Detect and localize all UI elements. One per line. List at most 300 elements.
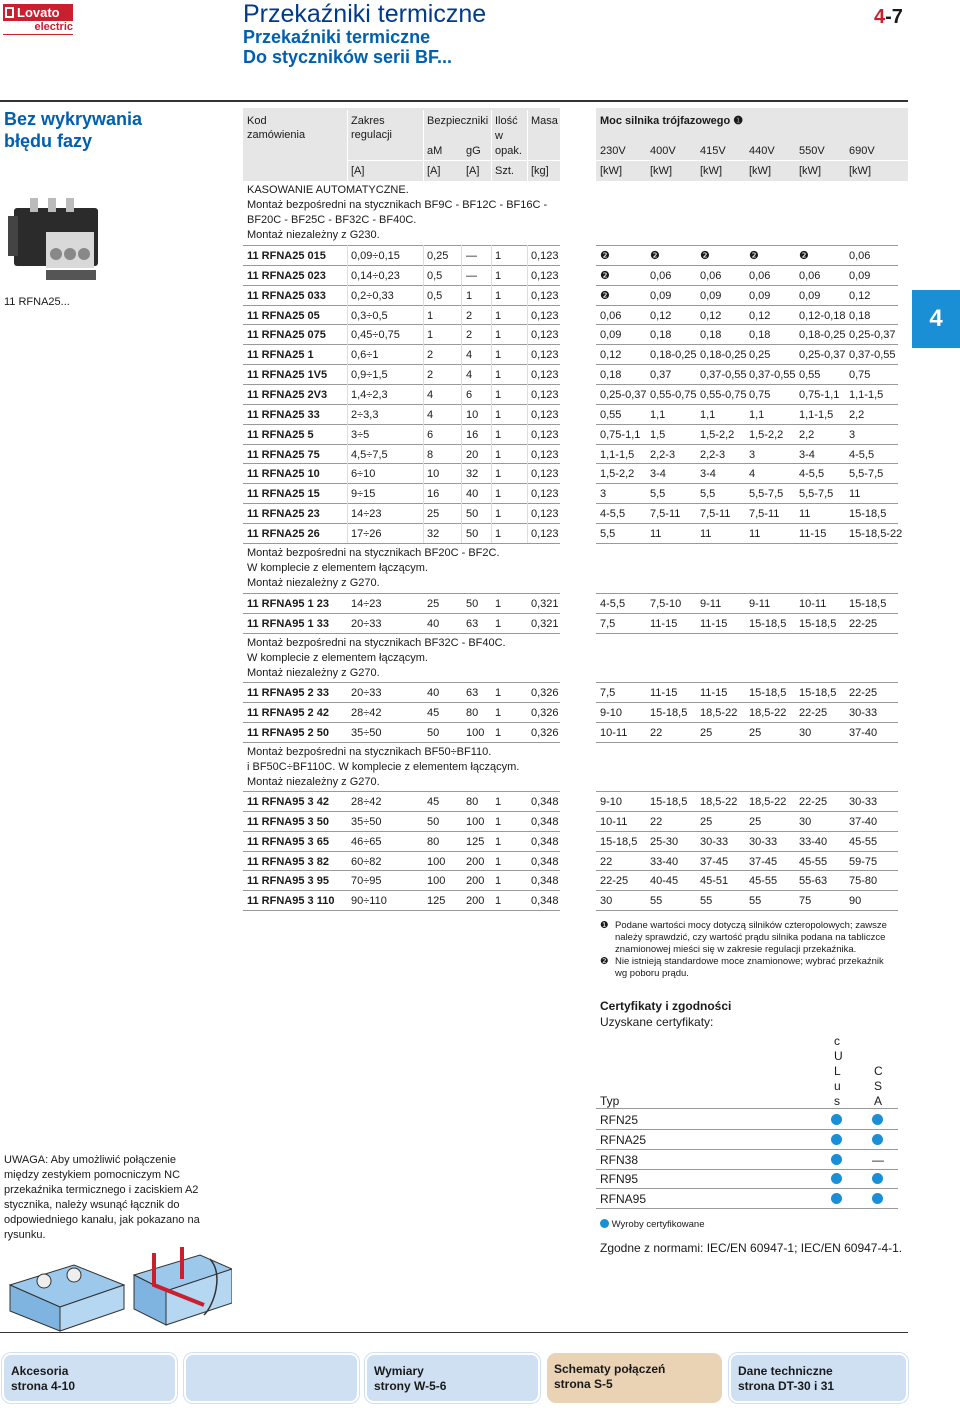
order-code-cell: 11 RFNA25 33 <box>247 408 320 421</box>
hdr-kw: [kW] <box>849 165 871 177</box>
power-400v-cell: 33-40 <box>650 855 679 868</box>
page-title: Przekaźniki termiczne <box>243 0 487 28</box>
lovato-logo <box>3 4 73 34</box>
pack-qty-cell: 1 <box>495 369 502 382</box>
fuse-gg-cell: 50 <box>466 527 479 540</box>
power-230v-cell: 0,18 <box>600 369 622 382</box>
power-550v-cell: 2,2 <box>799 428 815 441</box>
power-440v-cell: ❷ <box>749 250 759 262</box>
fuse-am-cell: 40 <box>427 617 440 630</box>
pack-qty-cell: 1 <box>495 835 502 848</box>
mass-cell: 0,326 <box>531 687 559 699</box>
hdr-am: aM <box>427 145 443 157</box>
power-230v-cell: 22-25 <box>600 875 629 888</box>
cert-mark-icon <box>831 1154 842 1165</box>
fuse-gg-cell: 200 <box>466 895 485 908</box>
power-400v-cell: 1,5 <box>650 428 666 441</box>
mass-cell: 0,123 <box>531 309 559 322</box>
power-230v-cell: 4-5,5 <box>600 598 626 610</box>
mounting-illustration <box>4 1245 232 1333</box>
power-550v-cell: 15-18,5 <box>799 617 837 630</box>
cert-mark-icon <box>831 1193 842 1204</box>
row-divider <box>243 463 560 464</box>
order-code-cell: 11 RFNA25 015 <box>247 250 326 262</box>
row-divider <box>243 523 560 524</box>
power-440v-cell: 0,09 <box>749 289 771 302</box>
power-400v-cell: 22 <box>650 726 663 739</box>
pack-qty-cell: 1 <box>495 269 502 282</box>
row-divider <box>596 265 898 266</box>
fuse-am-cell: 100 <box>427 855 446 868</box>
mass-cell: 0,123 <box>531 329 559 342</box>
fuse-gg-cell: 125 <box>466 835 485 848</box>
row-divider <box>596 870 898 871</box>
row-divider <box>243 791 560 792</box>
fuse-gg-cell: 16 <box>466 428 479 441</box>
hdr-unit-kg: [kg] <box>531 165 549 177</box>
cert-type: RFN25 <box>600 1113 639 1127</box>
row-divider <box>596 702 898 703</box>
mass-cell: 0,123 <box>531 369 559 382</box>
power-415v-cell: 7,5-11 <box>700 508 731 521</box>
fuse-am-cell: 25 <box>427 598 440 610</box>
row-divider <box>596 245 898 246</box>
mass-cell: 0,123 <box>531 408 559 421</box>
fuse-am-cell: 50 <box>427 726 440 739</box>
pack-qty-cell: 1 <box>495 598 502 610</box>
row-divider <box>243 245 560 246</box>
setting-range-cell: 1,4÷2,3 <box>351 388 388 401</box>
power-400v-cell: 0,06 <box>650 269 672 282</box>
power-230v-cell: 15-18,5 <box>600 835 638 848</box>
fuse-am-cell: 25 <box>427 508 440 521</box>
pack-qty-cell: 1 <box>495 875 502 888</box>
cert-culus-letter: u <box>834 1079 841 1093</box>
cert-culus-letter: s <box>834 1094 840 1108</box>
mass-cell: 0,348 <box>531 835 559 848</box>
pack-qty-cell: 1 <box>495 329 502 342</box>
power-440v-cell: 37-45 <box>749 855 778 868</box>
fuse-gg-cell: 2 <box>466 309 473 322</box>
power-415v-cell: 11-15 <box>700 687 728 699</box>
power-690v-cell: 0,06 <box>849 250 871 262</box>
order-code-cell: 11 RFNA25 23 <box>247 508 320 521</box>
mass-cell: 0,123 <box>531 488 559 501</box>
power-415v-cell: 11 <box>700 527 712 540</box>
power-550v-cell: 15-18,5 <box>799 687 837 699</box>
power-550v-cell: 10-11 <box>799 598 827 610</box>
hdr-gg: gG <box>466 145 481 157</box>
fuse-am-cell: 32 <box>427 527 440 540</box>
setting-range-cell: 90÷110 <box>351 895 387 908</box>
fuse-gg-cell: 80 <box>466 796 479 808</box>
hdr-unit-a2: [A] <box>427 165 441 177</box>
group-note: Montaż bezpośredni na stycznikach BF9C - BF12C - BF16C - <box>247 199 548 211</box>
power-440v-cell: 0,37-0,55 <box>749 369 796 382</box>
power-550v-cell: 55-63 <box>799 875 828 888</box>
power-230v-cell: 22 <box>600 855 613 868</box>
row-divider <box>243 503 560 504</box>
setting-range-cell: 6÷10 <box>351 468 376 481</box>
power-690v-cell: 59-75 <box>849 855 878 868</box>
power-550v-cell: 33-40 <box>799 835 828 848</box>
header-divider <box>0 100 908 102</box>
mass-cell: 0,123 <box>531 468 559 481</box>
power-440v-cell: 30-33 <box>749 835 778 848</box>
row-divider <box>596 722 898 723</box>
power-690v-cell: 22-25 <box>849 687 878 699</box>
power-415v-cell: 18,5-22 <box>700 796 738 808</box>
fuse-am-cell: 125 <box>427 895 446 908</box>
row-divider <box>596 503 898 504</box>
footnote-1-line: znamionowej mieści się w zakresie regulacji przekaźnika. <box>615 944 857 955</box>
power-550v-cell: 30 <box>799 726 812 739</box>
fuse-am-cell: 0,25 <box>427 250 449 262</box>
row-divider <box>243 285 560 286</box>
pack-qty-cell: 1 <box>495 448 502 461</box>
power-230v-cell: ❷ <box>600 269 610 282</box>
power-415v-cell: 3-4 <box>700 468 716 481</box>
power-230v-cell: 0,75-1,1 <box>600 428 641 441</box>
hdr-bezpieczniki: Bezpieczniki <box>427 115 489 127</box>
power-550v-cell: ❷ <box>799 250 809 262</box>
fuse-gg-cell: 2 <box>466 329 473 342</box>
cert-type: RFNA25 <box>600 1132 647 1147</box>
hdr-v415: 415V <box>700 145 726 157</box>
power-440v-cell: 25 <box>749 815 762 828</box>
setting-range-cell: 0,09÷0,15 <box>351 250 400 262</box>
mass-cell: 0,321 <box>531 617 559 630</box>
row-divider <box>596 424 898 425</box>
power-690v-cell: 90 <box>849 895 862 908</box>
pack-qty-cell: 1 <box>495 895 502 908</box>
row-divider <box>596 523 898 524</box>
fuse-am-cell: 80 <box>427 835 440 848</box>
row-divider <box>596 811 898 812</box>
power-440v-cell: 5,5-7,5 <box>749 488 784 501</box>
power-400v-cell: 0,37 <box>650 369 672 382</box>
row-divider <box>243 890 560 891</box>
footnote-2-line: Nie istnieją standardowe moce znamionowe; wybrać przekaźnik <box>615 956 884 967</box>
order-code-cell: 11 RFNA95 2 42 <box>247 706 329 719</box>
hdr-v440: 440V <box>749 145 775 157</box>
pack-qty-cell: 1 <box>495 468 502 481</box>
power-690v-cell: 5,5-7,5 <box>849 468 884 481</box>
power-415v-cell: 0,12 <box>700 309 722 322</box>
power-690v-cell: 15-18,5 <box>849 598 887 610</box>
power-230v-cell: 30 <box>600 895 613 908</box>
pack-qty-cell: 1 <box>495 855 502 868</box>
hdr-v550: 550V <box>799 145 825 157</box>
cert-mark-icon <box>831 1173 842 1184</box>
order-code-cell: 11 RFNA25 05 <box>247 309 320 322</box>
cert-type: RFNA95 <box>600 1192 647 1207</box>
row-divider <box>243 305 560 306</box>
mass-cell: 0,123 <box>531 250 559 262</box>
pack-qty-cell: 1 <box>495 726 502 739</box>
hdr-v230: 230V <box>600 145 626 157</box>
row-divider <box>596 444 898 445</box>
row-divider <box>243 404 560 405</box>
power-550v-cell: 0,09 <box>799 289 821 302</box>
order-code-cell: 11 RFNA95 2 33 <box>247 687 329 699</box>
power-400v-cell: 0,09 <box>650 289 672 302</box>
row-divider <box>243 424 560 425</box>
power-690v-cell: 37-40 <box>849 815 878 828</box>
mass-cell: 0,326 <box>531 706 559 719</box>
row-divider <box>243 483 560 484</box>
mass-cell: 0,123 <box>531 527 559 540</box>
mass-cell: 0,348 <box>531 875 559 888</box>
power-690v-cell: 30-33 <box>849 706 878 719</box>
order-code-cell: 11 RFNA25 1 <box>247 349 314 362</box>
footer-link-empty[interactable] <box>184 1353 359 1403</box>
group-note: Montaż bezpośredni na stycznikach BF32C - BF40C. <box>247 637 506 649</box>
mass-cell: 0,123 <box>531 289 559 302</box>
order-code-cell: 11 RFNA25 2V3 <box>247 388 328 401</box>
setting-range-cell: 0,6÷1 <box>351 349 379 362</box>
order-code-cell: 11 RFNA25 023 <box>247 269 326 282</box>
power-400v-cell: 15-18,5 <box>650 706 688 719</box>
fuse-gg-cell: 4 <box>466 369 473 382</box>
row-divider <box>243 364 560 365</box>
row-divider <box>596 384 898 385</box>
pack-qty-cell: 1 <box>495 508 502 521</box>
power-550v-cell: 22-25 <box>799 706 828 719</box>
fuse-am-cell: 2 <box>427 349 434 362</box>
cert-csa-letter: C <box>874 1064 883 1078</box>
order-code-cell: 11 RFNA25 75 <box>247 448 320 461</box>
power-690v-cell: 0,09 <box>849 269 871 282</box>
row-divider <box>596 463 898 464</box>
power-550v-cell: 11 <box>799 508 811 521</box>
cert-mark-icon <box>872 1193 883 1204</box>
fuse-gg-cell: 63 <box>466 687 479 699</box>
setting-range-cell: 4,5÷7,5 <box>351 448 388 461</box>
order-code-cell: 11 RFNA25 10 <box>247 468 320 481</box>
hdr-kw: [kW] <box>650 165 672 177</box>
power-400v-cell: 7,5-10 <box>650 598 682 610</box>
hdr-kw: [kW] <box>799 165 821 177</box>
power-400v-cell: 15-18,5 <box>650 796 688 808</box>
fuse-gg-cell: 1 <box>466 289 473 302</box>
power-440v-cell: 0,18 <box>749 329 771 342</box>
setting-range-cell: 0,14÷0,23 <box>351 269 400 282</box>
row-divider <box>596 324 898 325</box>
power-230v-cell: 0,55 <box>600 408 622 421</box>
mass-cell: 0,123 <box>531 508 559 521</box>
power-400v-cell: 0,18-0,25 <box>650 349 697 362</box>
row-divider <box>243 384 560 385</box>
row-divider <box>243 811 560 812</box>
power-690v-cell: 0,75 <box>849 369 871 382</box>
power-400v-cell: 2,2-3 <box>650 448 676 461</box>
fuse-am-cell: 0,5 <box>427 289 443 302</box>
row-divider <box>596 305 898 306</box>
mass-cell: 0,348 <box>531 855 559 868</box>
fuse-am-cell: 10 <box>427 468 440 481</box>
row-divider <box>596 890 898 891</box>
row-divider <box>596 483 898 484</box>
power-415v-cell: 18,5-22 <box>700 706 738 719</box>
mass-cell: 0,123 <box>531 269 559 282</box>
power-415v-cell: 11-15 <box>700 617 728 630</box>
row-divider <box>243 870 560 871</box>
mass-cell: 0,123 <box>531 448 559 461</box>
power-230v-cell: 0,12 <box>600 349 622 362</box>
mass-cell: 0,348 <box>531 895 559 908</box>
group-note: BF20C - BF25C - BF32C - BF40C. <box>247 214 417 226</box>
hdr-v690: 690V <box>849 145 875 157</box>
mass-cell: 0,326 <box>531 726 559 739</box>
power-550v-cell: 11-15 <box>799 527 827 540</box>
power-550v-cell: 75 <box>799 895 812 908</box>
order-code-cell: 11 RFNA95 3 95 <box>247 875 329 888</box>
power-230v-cell: 7,5 <box>600 687 616 699</box>
fuse-gg-cell: 20 <box>466 448 479 461</box>
cert-mark-icon <box>872 1134 883 1145</box>
power-690v-cell: 30-33 <box>849 796 878 808</box>
power-440v-cell: 15-18,5 <box>749 687 787 699</box>
mass-cell: 0,123 <box>531 428 559 441</box>
setting-range-cell: 20÷33 <box>351 617 382 630</box>
cert-type: RFN95 <box>600 1172 639 1187</box>
fuse-gg-cell: 200 <box>466 855 485 868</box>
power-400v-cell: 11 <box>650 527 662 540</box>
setting-range-cell: 17÷26 <box>351 527 382 540</box>
pack-qty-cell: 1 <box>495 349 502 362</box>
footer-link-dane-techniczne[interactable]: Dane techniczne strona DT-30 i 31 <box>729 1353 908 1403</box>
hdr-masa: Masa <box>531 115 558 127</box>
setting-range-cell: 2÷3,3 <box>351 408 379 421</box>
setting-range-cell: 0,45÷0,75 <box>351 329 400 342</box>
power-415v-cell: 55 <box>700 895 713 908</box>
mass-cell: 0,321 <box>531 598 559 610</box>
power-415v-cell: 0,55-0,75 <box>700 388 747 401</box>
footer-link-akcesoria[interactable]: Akcesoria strona 4-10 <box>2 1353 177 1403</box>
power-440v-cell: 9-11 <box>749 598 771 610</box>
group-note: i BF50C÷BF110C. W komplecie z elementem łączącym. <box>247 761 520 773</box>
footer-link-wymiary[interactable]: Wymiary strony W-5-6 <box>365 1353 540 1403</box>
row-divider <box>243 613 560 614</box>
setting-range-cell: 35÷50 <box>351 815 382 828</box>
power-690v-cell: 11 <box>849 488 861 501</box>
row-divider <box>243 265 560 266</box>
power-550v-cell: 1,1-1,5 <box>799 408 834 421</box>
cert-legend: Wyroby certyfikowane <box>600 1218 704 1232</box>
group-note: KASOWANIE AUTOMATYCZNE. <box>247 184 409 196</box>
setting-range-cell: 14÷23 <box>351 508 382 521</box>
power-440v-cell: 7,5-11 <box>749 508 780 521</box>
power-440v-cell: 1,5-2,2 <box>749 428 784 441</box>
power-550v-cell: 0,18-0,25 <box>799 329 846 342</box>
power-400v-cell: 40-45 <box>650 875 679 888</box>
footer-link-schematy[interactable]: Schematy połączeń strona S-5 <box>547 1353 722 1403</box>
hdr-regulacji: regulacji <box>351 129 392 141</box>
order-code-cell: 11 RFNA95 3 65 <box>247 835 329 848</box>
row-divider <box>243 682 560 683</box>
power-440v-cell: 0,12 <box>749 309 771 322</box>
hdr-kw: [kW] <box>600 165 622 177</box>
power-440v-cell: 18,5-22 <box>749 796 787 808</box>
hdr-ilosc: Ilość <box>495 115 518 127</box>
power-400v-cell: 25-30 <box>650 835 679 848</box>
power-440v-cell: 3 <box>749 448 756 461</box>
fuse-gg-cell: 100 <box>466 815 485 828</box>
power-400v-cell: 0,55-0,75 <box>650 388 697 401</box>
hdr-unit-a1: [A] <box>351 165 365 177</box>
cert-title: Certyfikaty i zgodności <box>600 999 732 1013</box>
power-230v-cell: 10-11 <box>600 726 628 739</box>
setting-range-cell: 3÷5 <box>351 428 370 441</box>
fuse-am-cell: 1 <box>427 329 434 342</box>
fuse-gg-cell: 80 <box>466 706 479 719</box>
cert-mark-icon <box>831 1134 842 1145</box>
order-code-cell: 11 RFNA25 15 <box>247 488 320 501</box>
power-415v-cell: 0,18-0,25 <box>700 349 747 362</box>
order-code-cell: 11 RFNA25 26 <box>247 527 320 540</box>
power-230v-cell: 4-5,5 <box>600 508 626 521</box>
fuse-am-cell: 0,5 <box>427 269 443 282</box>
product-code-label: 11 RFNA25... <box>4 296 70 308</box>
power-415v-cell: 0,06 <box>700 269 722 282</box>
cert-norms: Zgodne z normami: IEC/EN 60947-1; IEC/EN 60947-4-1. <box>600 1241 903 1255</box>
power-690v-cell: 75-80 <box>849 875 878 888</box>
mass-cell: 0,348 <box>531 815 559 828</box>
logo-subtext: electric <box>3 21 73 35</box>
row-divider <box>596 593 898 594</box>
group-note: Montaż niezależny z G270. <box>247 667 380 679</box>
power-440v-cell: 18,5-22 <box>749 706 787 719</box>
power-690v-cell: 0,25-0,37 <box>849 329 896 342</box>
group-note: Montaż niezależny z G270. <box>247 577 380 589</box>
power-690v-cell: 2,2 <box>849 408 865 421</box>
order-code-cell: 11 RFNA95 2 50 <box>247 726 329 739</box>
power-415v-cell: 5,5 <box>700 488 716 501</box>
hdr-v400: 400V <box>650 145 676 157</box>
row-divider <box>596 682 898 683</box>
power-690v-cell: 37-40 <box>849 726 878 739</box>
hdr-w: w <box>495 130 503 142</box>
order-code-cell: 11 RFNA25 5 <box>247 428 314 441</box>
power-415v-cell: 45-51 <box>700 875 729 888</box>
pack-qty-cell: 1 <box>495 408 502 421</box>
order-code-cell: 11 RFNA95 3 50 <box>247 815 329 828</box>
order-code-cell: 11 RFNA95 3 110 <box>247 895 335 908</box>
hdr-unit-szt: Szt. <box>495 165 514 177</box>
power-415v-cell: 37-45 <box>700 855 729 868</box>
mass-cell: 0,123 <box>531 349 559 362</box>
row-divider <box>243 722 560 723</box>
power-440v-cell: 4 <box>749 468 756 481</box>
power-550v-cell: 22-25 <box>799 796 828 808</box>
power-415v-cell: 25 <box>700 726 713 739</box>
setting-range-cell: 9÷15 <box>351 488 376 501</box>
power-400v-cell: 55 <box>650 895 663 908</box>
section-heading: Bez wykrywania błędu fazy <box>4 109 143 151</box>
fuse-am-cell: 45 <box>427 796 440 808</box>
warning-note: UWAGA: Aby umożliwić połączenie między zestykiem pomocniczym NC przekaźnika termicznego i zaciskiem A2 stycznika, należy wsunąć łącznik do odpowiedniego kanału, jak pokazano na rysunku. <box>4 1154 200 1241</box>
fuse-gg-cell: 50 <box>466 508 479 521</box>
section-tab[interactable]: 4 <box>912 290 960 348</box>
power-415v-cell: 1,5-2,2 <box>700 428 735 441</box>
power-550v-cell: 30 <box>799 815 812 828</box>
fuse-gg-cell: 10 <box>466 408 479 421</box>
hdr-moc: Moc silnika trójfazowego ❶ <box>600 115 744 127</box>
power-440v-cell: 15-18,5 <box>749 617 787 630</box>
logo-text: Lovato <box>17 5 60 20</box>
row-divider <box>243 831 560 832</box>
